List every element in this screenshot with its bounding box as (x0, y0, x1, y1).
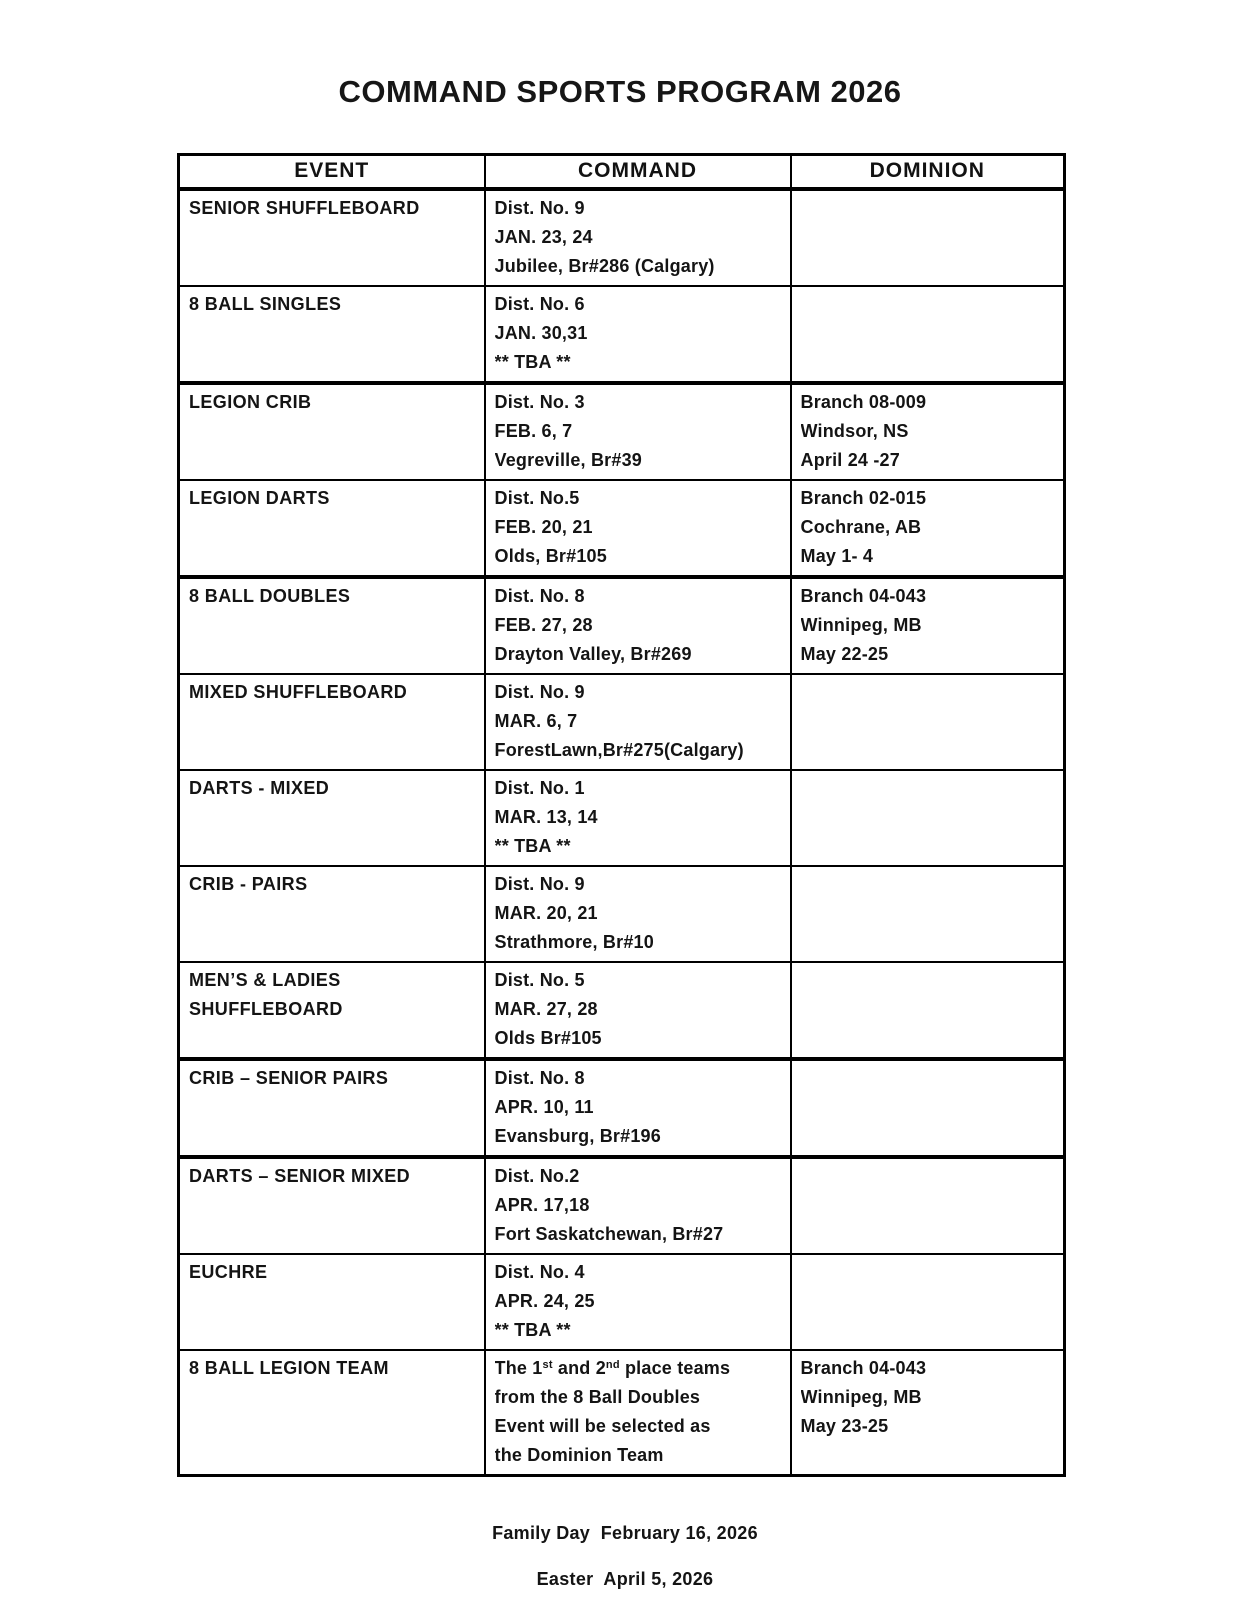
cell-line: Branch 04-043 (800, 586, 927, 606)
command-cell (485, 866, 791, 962)
table-row (179, 577, 1065, 674)
event-cell (179, 480, 485, 577)
header-row (179, 155, 1065, 190)
cell-line: FEB. 27, 28 (494, 615, 593, 635)
table-row (179, 674, 1065, 770)
cell-line: Branch 04-043 (800, 1358, 927, 1378)
cell-line: Vegreville, Br#39 (494, 450, 642, 470)
cell-line: Dist. No. 6 (494, 294, 585, 314)
cell-line: Windsor, NS (800, 421, 909, 441)
column-header-dominion: DOMINION (791, 155, 1065, 190)
cell-line: FEB. 6, 7 (494, 421, 573, 441)
cell-line: APR. 17,18 (494, 1195, 590, 1215)
cell-line: Branch 02-015 (800, 488, 927, 508)
event-cell (179, 286, 485, 383)
table-row (179, 189, 1065, 286)
cell-line: EUCHRE (189, 1262, 268, 1282)
dominion-cell (791, 383, 1065, 480)
event-cell (179, 1059, 485, 1157)
cell-line: Strathmore, Br#10 (494, 932, 654, 952)
cell-line: ForestLawn,Br#275(Calgary) (494, 740, 744, 760)
cell-line: from the 8 Ball Doubles (494, 1387, 701, 1407)
dominion-cell (791, 480, 1065, 577)
cell-line: Evansburg, Br#196 (494, 1126, 661, 1146)
dominion-cell (791, 1254, 1065, 1350)
command-cell (485, 1254, 791, 1350)
cell-line: Olds Br#105 (494, 1028, 602, 1048)
cell-line: Dist. No. 9 (494, 874, 585, 894)
cell-line: Fort Saskatchewan, Br#27 (494, 1224, 724, 1244)
command-cell (485, 770, 791, 866)
cell-line: CRIB – SENIOR PAIRS (189, 1068, 389, 1088)
command-cell (485, 1059, 791, 1157)
dominion-cell (791, 674, 1065, 770)
cell-line: ** TBA ** (494, 1320, 571, 1340)
dominion-cell (791, 1350, 1065, 1476)
command-cell (485, 674, 791, 770)
cell-line: Dist. No. 5 (494, 970, 585, 990)
cell-line: Dist. No. 4 (494, 1262, 585, 1282)
cell-line: Event will be selected as (494, 1416, 711, 1436)
command-cell (485, 1157, 791, 1254)
event-cell (179, 1350, 485, 1476)
footer-notes (10, 1523, 1240, 1590)
table-row (179, 1157, 1065, 1254)
dominion-cell (791, 577, 1065, 674)
event-cell (179, 674, 485, 770)
cell-line: MEN’S & LADIES (189, 970, 341, 990)
cell-line: DARTS - MIXED (189, 778, 330, 798)
event-cell (179, 1254, 485, 1350)
command-cell (485, 480, 791, 577)
dominion-cell (791, 962, 1065, 1059)
cell-line: Branch 08-009 (800, 392, 927, 412)
cell-line: Jubilee, Br#286 (Calgary) (494, 256, 715, 276)
table-row (179, 1350, 1065, 1476)
cell-line: MAR. 27, 28 (494, 999, 598, 1019)
event-cell (179, 383, 485, 480)
cell-line: JAN. 23, 24 (494, 227, 593, 247)
cell-line: April 24 -27 (800, 450, 900, 470)
cell-line: Winnipeg, MB (800, 615, 922, 635)
event-cell (179, 577, 485, 674)
table-row (179, 480, 1065, 577)
command-cell (485, 962, 791, 1059)
command-cell (485, 286, 791, 383)
cell-line: The 1st and 2nd place teams (494, 1358, 731, 1378)
event-cell (179, 189, 485, 286)
dominion-cell (791, 189, 1065, 286)
cell-line: CRIB - PAIRS (189, 874, 308, 894)
cell-line: MAR. 13, 14 (494, 807, 598, 827)
cell-line: Olds, Br#105 (494, 546, 607, 566)
cell-line: FEB. 20, 21 (494, 517, 593, 537)
cell-line: Dist. No. 9 (494, 198, 585, 218)
column-header-command: COMMAND (485, 155, 791, 190)
table-row (179, 1254, 1065, 1350)
cell-line: Cochrane, AB (800, 517, 922, 537)
cell-line: JAN. 30,31 (494, 323, 588, 343)
dominion-cell (791, 770, 1065, 866)
cell-line: SHUFFLEBOARD (189, 999, 343, 1019)
table-row (179, 286, 1065, 383)
command-cell (485, 189, 791, 286)
cell-line: LEGION DARTS (189, 488, 330, 508)
cell-line: SENIOR SHUFFLEBOARD (189, 198, 420, 218)
cell-line: MAR. 6, 7 (494, 711, 578, 731)
table-row (179, 770, 1065, 866)
cell-line: DARTS – SENIOR MIXED (189, 1166, 411, 1186)
cell-line: APR. 10, 11 (494, 1097, 594, 1117)
table-row (179, 866, 1065, 962)
event-cell (179, 962, 485, 1059)
cell-line: Dist. No.2 (494, 1166, 580, 1186)
command-cell (485, 577, 791, 674)
cell-line: Dist. No. 8 (494, 1068, 585, 1088)
table-row (179, 1059, 1065, 1157)
cell-line: the Dominion Team (494, 1445, 664, 1465)
table-row (179, 383, 1065, 480)
cell-line: MAR. 20, 21 (494, 903, 598, 923)
event-cell (179, 770, 485, 866)
cell-line: MIXED SHUFFLEBOARD (189, 682, 408, 702)
note-easter: Easter April 5, 2026 (536, 1569, 714, 1589)
cell-line: Dist. No. 3 (494, 392, 585, 412)
cell-line: APR. 24, 25 (494, 1291, 595, 1311)
cell-line: Dist. No. 8 (494, 586, 585, 606)
table-body (179, 189, 1065, 1476)
cell-line: Dist. No. 1 (494, 778, 585, 798)
cell-line: 8 BALL DOUBLES (189, 586, 351, 606)
note-family-day: Family Day February 16, 2026 (492, 1523, 758, 1543)
cell-line: ** TBA ** (494, 352, 571, 372)
cell-line: Dist. No.5 (494, 488, 580, 508)
event-cell (179, 866, 485, 962)
command-cell (485, 383, 791, 480)
cell-line: May 1- 4 (800, 546, 874, 566)
cell-line: 8 BALL SINGLES (189, 294, 342, 314)
column-header-event: EVENT (179, 155, 485, 190)
cell-line: LEGION CRIB (189, 392, 312, 412)
cell-line: Winnipeg, MB (800, 1387, 922, 1407)
dominion-cell (791, 866, 1065, 962)
dominion-cell (791, 1157, 1065, 1254)
table-row (179, 962, 1065, 1059)
table-header-row (179, 155, 1065, 190)
cell-line: Drayton Valley, Br#269 (494, 644, 692, 664)
cell-line: May 23-25 (800, 1416, 889, 1436)
cell-line: ** TBA ** (494, 836, 571, 856)
cell-line: 8 BALL LEGION TEAM (189, 1358, 389, 1378)
dominion-cell (791, 286, 1065, 383)
event-cell (179, 1157, 485, 1254)
sports-schedule-table (177, 153, 1066, 1477)
cell-line: Dist. No. 9 (494, 682, 585, 702)
dominion-cell (791, 1059, 1065, 1157)
cell-line: May 22-25 (800, 644, 889, 664)
document-title: COMMAND SPORTS PROGRAM 2026 (338, 74, 902, 109)
command-cell (485, 1350, 791, 1476)
